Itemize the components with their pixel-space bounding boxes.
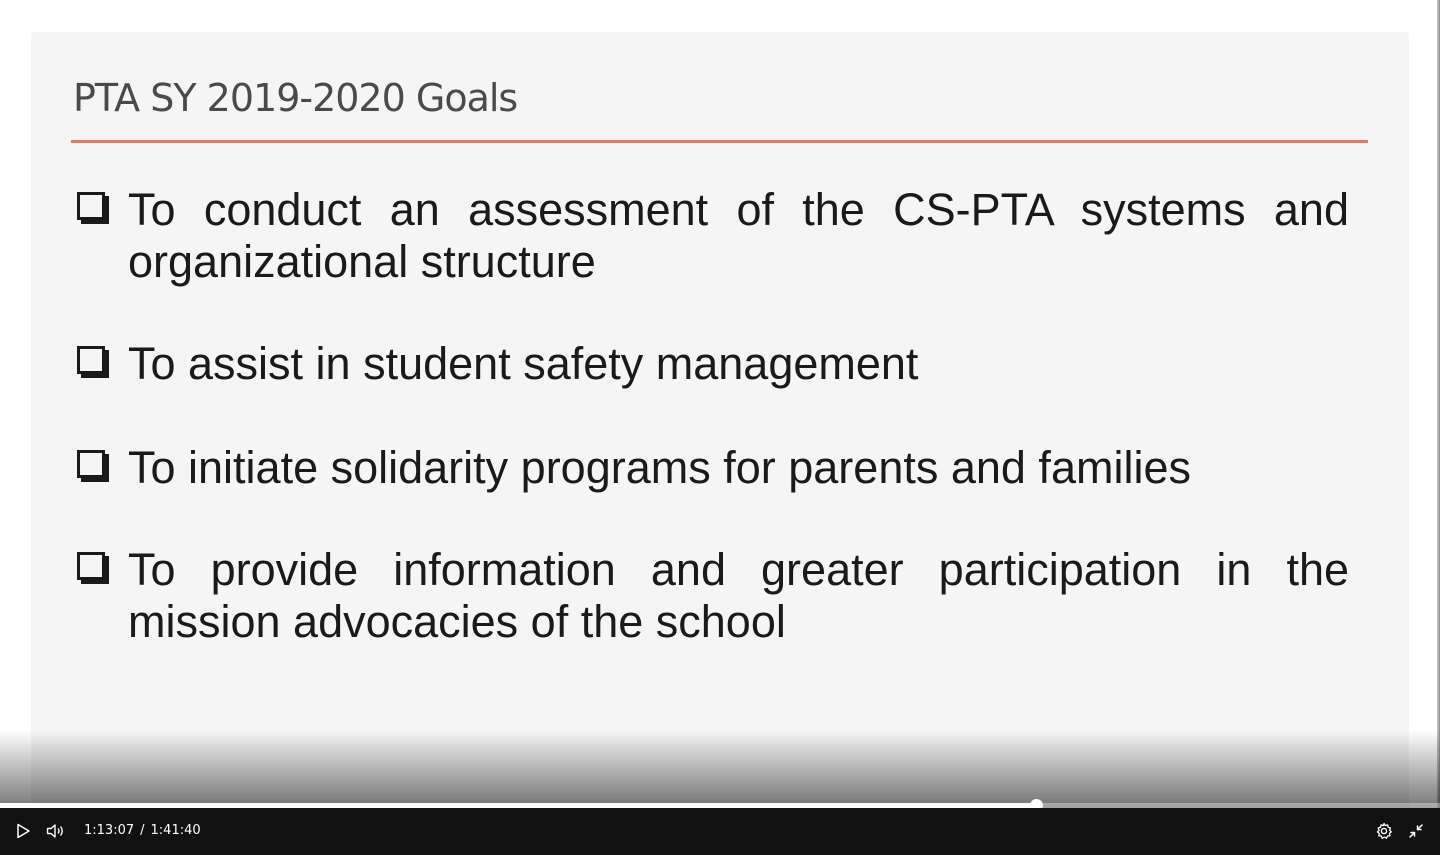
player-controls bbox=[0, 808, 1440, 855]
bullet-text: To conduct an assessment of the CS-PTA systems and organizational structure bbox=[128, 184, 1349, 287]
volume-icon bbox=[46, 823, 66, 839]
title-divider bbox=[71, 140, 1368, 143]
time-separator: / bbox=[140, 823, 145, 838]
gear-icon bbox=[1375, 822, 1393, 840]
checkbox-bullet-icon bbox=[77, 192, 105, 220]
bullet-text: To assist in student safety management bbox=[128, 338, 919, 389]
play-button[interactable] bbox=[11, 819, 35, 843]
checkbox-bullet-icon bbox=[77, 346, 105, 374]
bullet-item bbox=[77, 338, 1349, 390]
bullet-item bbox=[77, 544, 1349, 648]
play-icon bbox=[15, 823, 31, 839]
checkbox-bullet-icon bbox=[77, 450, 105, 478]
presentation-slide bbox=[31, 32, 1409, 812]
current-time: 1:13:07 bbox=[84, 823, 135, 838]
time-display bbox=[84, 823, 201, 838]
settings-button[interactable] bbox=[1372, 819, 1396, 843]
checkbox-bullet-icon bbox=[77, 552, 105, 580]
bullet-item bbox=[77, 184, 1349, 288]
slide-title: PTA SY 2019-2020 Goals bbox=[73, 76, 518, 120]
duration: 1:41:40 bbox=[150, 823, 201, 838]
volume-button[interactable] bbox=[44, 819, 68, 843]
bullet-text: To initiate solidarity programs for parents and families bbox=[128, 442, 1191, 493]
bullet-text: To provide information and greater participation in the mission advocacies of the school bbox=[128, 544, 1349, 647]
bullet-item bbox=[77, 442, 1349, 494]
exit-fullscreen-button[interactable] bbox=[1404, 819, 1428, 843]
exit-fullscreen-icon bbox=[1408, 823, 1424, 839]
